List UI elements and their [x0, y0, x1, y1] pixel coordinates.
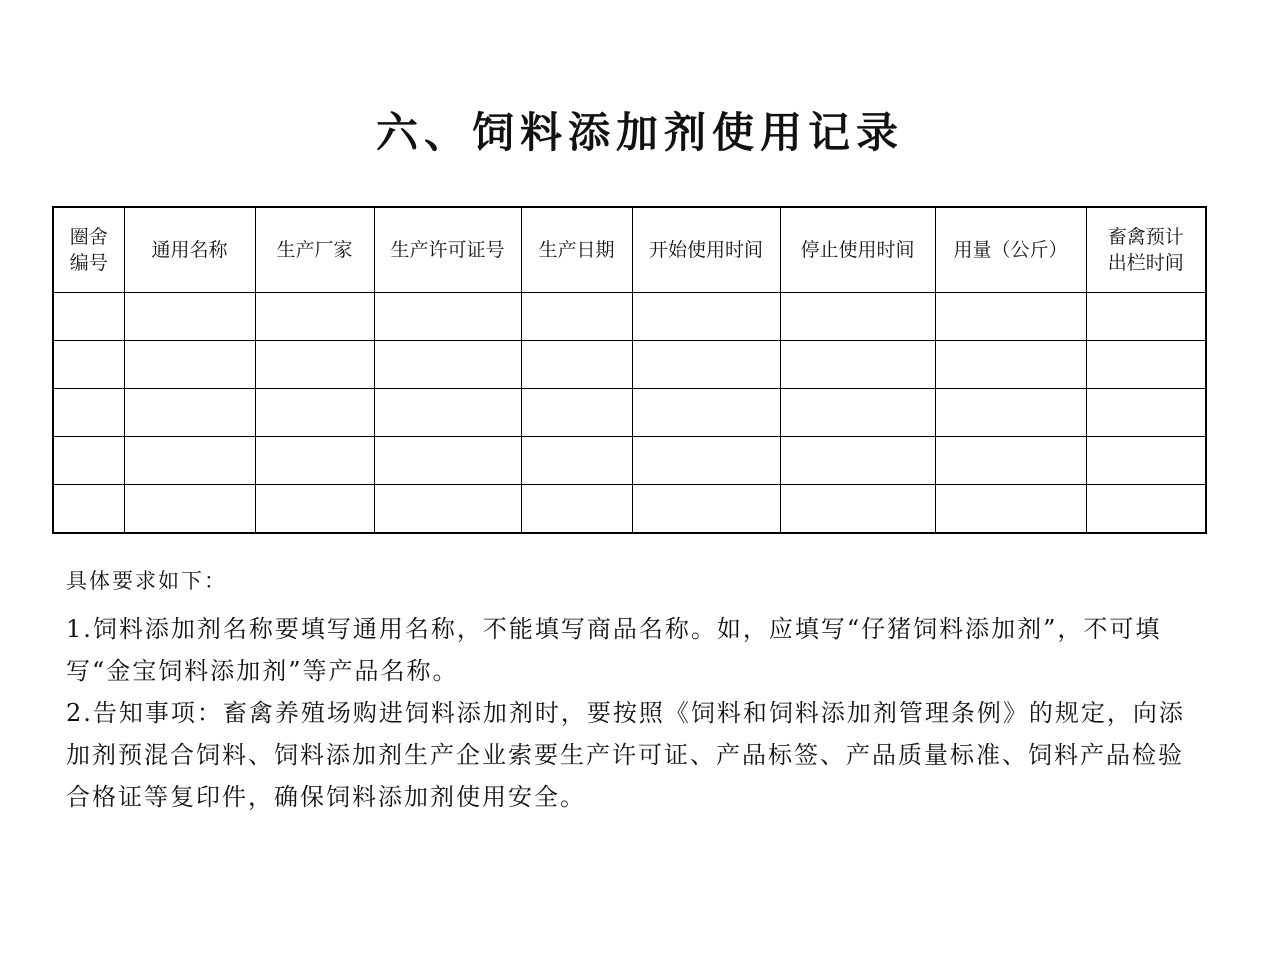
table-cell[interactable]	[521, 485, 632, 534]
table-cell[interactable]	[935, 293, 1086, 341]
table-cell[interactable]	[935, 485, 1086, 534]
table-cell[interactable]	[632, 485, 780, 534]
table-cell[interactable]	[255, 485, 374, 534]
table-cell[interactable]	[124, 389, 255, 437]
table-cell[interactable]	[521, 293, 632, 341]
table-cell[interactable]	[255, 389, 374, 437]
table-row	[53, 293, 1206, 341]
table-cell[interactable]	[935, 341, 1086, 389]
table-cell[interactable]	[255, 341, 374, 389]
table-cell[interactable]	[780, 389, 935, 437]
table-cell[interactable]	[53, 485, 124, 534]
header-pen-number: 圈舍 编号	[53, 207, 124, 293]
table-cell[interactable]	[53, 341, 124, 389]
table-cell[interactable]	[374, 485, 521, 534]
header-manufacturer: 生产厂家	[255, 207, 374, 293]
table-cell[interactable]	[521, 341, 632, 389]
table-cell[interactable]	[780, 341, 935, 389]
table-cell[interactable]	[374, 341, 521, 389]
table-cell[interactable]	[521, 437, 632, 485]
table-header-row	[53, 207, 1206, 293]
table-cell[interactable]	[632, 341, 780, 389]
table-cell[interactable]	[935, 437, 1086, 485]
table-cell[interactable]	[53, 437, 124, 485]
note-item-1: 1.饲料添加剂名称要填写通用名称，不能填写商品名称。如，应填写“仔猪饲料添加剂”，不可填写“金宝饲料添加剂”等产品名称。	[66, 615, 1162, 685]
table-row	[53, 389, 1206, 437]
table-cell[interactable]	[935, 389, 1086, 437]
header-production-date: 生产日期	[521, 207, 632, 293]
header-dosage: 用量（公斤）	[935, 207, 1086, 293]
header-stop-time: 停止使用时间	[780, 207, 935, 293]
table-cell[interactable]	[632, 437, 780, 485]
feed-additive-record-table	[52, 206, 1207, 534]
table-cell[interactable]	[124, 293, 255, 341]
table-body	[53, 293, 1206, 534]
table-cell[interactable]	[124, 485, 255, 534]
table-cell[interactable]	[374, 389, 521, 437]
table-cell[interactable]	[255, 437, 374, 485]
table-row	[53, 341, 1206, 389]
table-cell[interactable]	[521, 389, 632, 437]
document-title: 六、饲料添加剂使用记录	[375, 108, 904, 157]
header-license-number: 生产许可证号	[374, 207, 521, 293]
table-cell[interactable]	[632, 293, 780, 341]
table-cell[interactable]	[1086, 437, 1206, 485]
table-cell[interactable]	[780, 485, 935, 534]
note-item-2: 2.告知事项：畜禽养殖场购进饲料添加剂时，要按照《饲料和饲料添加剂管理条例》的规定，向添加剂预混合饲料、饲料添加剂生产企业索要生产许可证、产品标签、产品质量标准、饲料产品检验合格证等复印件，确保饲料添加剂使用安全。	[66, 699, 1185, 811]
header-generic-name: 通用名称	[124, 207, 255, 293]
table-cell[interactable]	[632, 389, 780, 437]
table-cell[interactable]	[53, 389, 124, 437]
table-cell[interactable]	[1086, 485, 1206, 534]
header-start-time: 开始使用时间	[632, 207, 780, 293]
header-expected-slaughter-time: 畜禽预计 出栏时间	[1086, 207, 1206, 293]
table-cell[interactable]	[124, 437, 255, 485]
table-cell[interactable]	[124, 341, 255, 389]
table-cell[interactable]	[780, 293, 935, 341]
table-cell[interactable]	[1086, 293, 1206, 341]
table-cell[interactable]	[374, 293, 521, 341]
table-row	[53, 485, 1206, 534]
table-cell[interactable]	[1086, 341, 1206, 389]
table-cell[interactable]	[255, 293, 374, 341]
notes-heading: 具体要求如下：	[66, 569, 227, 593]
requirements-notes	[66, 564, 1196, 818]
table-cell[interactable]	[374, 437, 521, 485]
table-row	[53, 437, 1206, 485]
table-cell[interactable]	[780, 437, 935, 485]
table-cell[interactable]	[53, 293, 124, 341]
table-cell[interactable]	[1086, 389, 1206, 437]
